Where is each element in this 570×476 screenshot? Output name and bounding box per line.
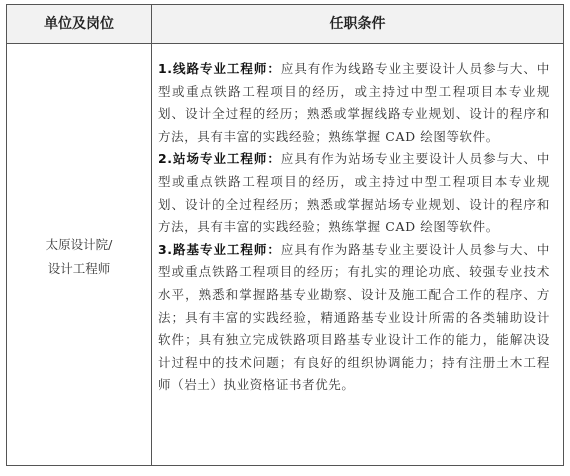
requirement-role: 路基专业工程师： bbox=[172, 241, 281, 257]
requirement-text: 应具有作为路基专业主要设计人员参与大、中型或重点铁路工程项目的经历；有扎实的理论功底、较强专业技术水平，熟悉和掌握路基专业勘察、设计及施工配合工作的程序、方法；具有丰富的实践经验，精通路基专业设计所需的各类辅助设计软件；具有独立完成铁路项目路基专业设计工作的能力，能解决设计过程中的技术问题；有良好的组织协调能力；持有注册土木工程师（岩土）执业资格证书者优先。 bbox=[158, 241, 550, 393]
unit-position-text bbox=[7, 233, 151, 281]
requirement-number: 1. bbox=[158, 61, 173, 76]
requirement-text: 应具有作为线路专业主要设计人员参与大、中型或重点铁路工程项目的经历，或主持过中型工程项目本专业规划、设计全过程的经历；熟悉或掌握线路专业规划、设计的程序和方法，具有丰富的实践经验；熟练掌握 CAD 绘图等软件。 bbox=[158, 61, 550, 144]
unit-position-cell bbox=[7, 44, 151, 465]
requirement-number: 2. bbox=[158, 151, 173, 167]
table-header-row bbox=[7, 5, 563, 44]
unit-name: 太原设计院/ bbox=[45, 237, 113, 252]
requirement-item-line-engineer bbox=[158, 58, 550, 148]
position-name: 设计工程师 bbox=[47, 261, 111, 276]
requirement-role: 站场专业工程师： bbox=[172, 151, 281, 167]
requirement-text: 应具有作为站场专业主要设计人员参与大、中型或重点铁路工程项目的经历，或主持过中型工程项目本专业规划、设计的全过程经历；熟悉或掌握站场专业规划、设计的程序和方法，具有丰富的实践经验；熟练掌握 CAD 绘图等软件。 bbox=[158, 151, 550, 235]
requirements-header: 任职条件 bbox=[329, 16, 386, 32]
requirement-item-station-engineer bbox=[158, 148, 550, 238]
column-divider bbox=[151, 5, 152, 465]
unit-position-header: 单位及岗位 bbox=[44, 16, 114, 32]
requirement-item-subgrade-engineer bbox=[158, 239, 550, 397]
requirement-role: 线路专业工程师： bbox=[172, 61, 281, 76]
requirements-cell bbox=[158, 58, 550, 397]
requirement-number: 3. bbox=[158, 241, 173, 257]
